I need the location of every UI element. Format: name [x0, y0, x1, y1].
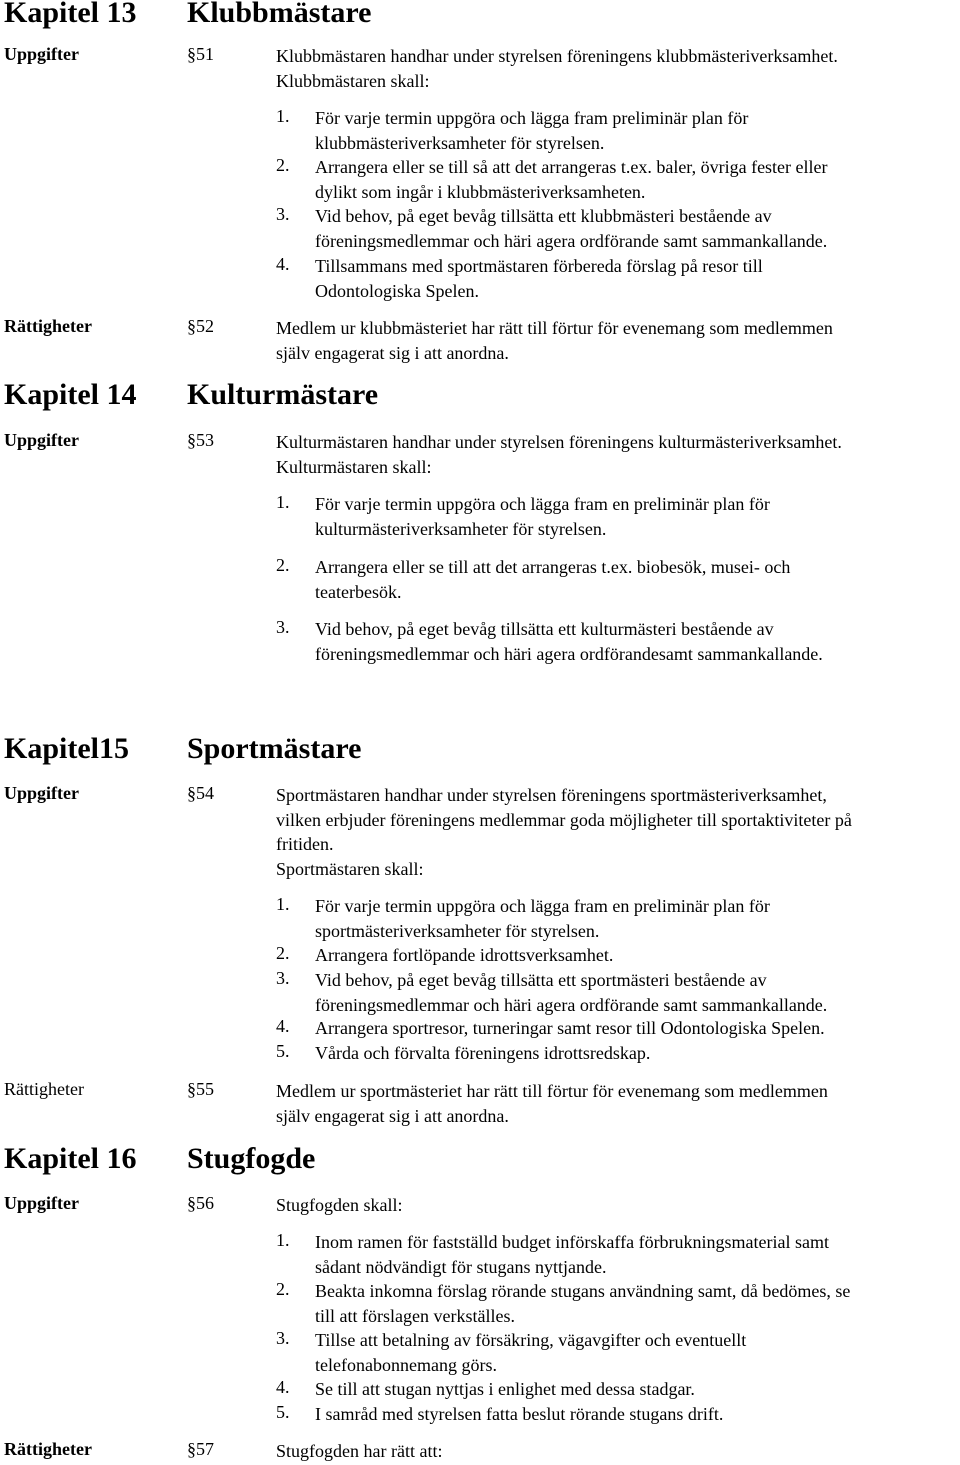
section-label: Uppgifter: [4, 430, 79, 450]
list-item: För varje termin uppgöra och lägga fram en preliminär plan för kulturmästeriverksamheter för styrelsen.: [315, 494, 770, 539]
list-item: Arrangera eller se till att det arrangeras t.ex. biobesök, musei- och teaterbesök.: [315, 557, 791, 602]
section-label: Uppgifter: [4, 783, 79, 803]
paragraph-number: §56: [187, 1193, 214, 1213]
list-item: Tillse att betalning av försäkring, vägavgifter och eventuellt telefonabonnemang görs.: [315, 1330, 747, 1375]
item-number: 1.: [276, 492, 290, 512]
chapter-title: Kulturmästare: [187, 378, 379, 411]
list-item: I samråd med styrelsen fatta beslut rörande stugans drift.: [315, 1404, 724, 1424]
section-text: Stugfogden har rätt att:: [276, 1441, 443, 1461]
item-number: 4.: [276, 254, 290, 274]
item-number: 2.: [276, 1279, 290, 1299]
paragraph-number: §55: [187, 1079, 214, 1099]
section-text: Medlem ur sportmästeriet har rätt till förtur för evenemang som medlemmen själv engagerat sig i att anordna.: [276, 1081, 828, 1126]
item-number: 3.: [276, 1328, 290, 1348]
paragraph-number: §51: [187, 44, 214, 64]
item-number: 1.: [276, 1230, 290, 1250]
list-item: Se till att stugan nyttjas i enlighet med dessa stadgar.: [315, 1379, 695, 1399]
item-number: 4.: [276, 1016, 290, 1036]
item-number: 3.: [276, 204, 290, 224]
item-number: 5.: [276, 1041, 290, 1061]
list-item: Tillsammans med sportmästaren förbereda förslag på resor till Odontologiska Spelen.: [315, 256, 763, 301]
list-item: Beakta inkomna förslag rörande stugans användning samt, då bedömes, se till att förslagen verkställes.: [315, 1281, 851, 1326]
section-intro: Klubbmästaren handhar under styrelsen föreningens klubbmästeriverksamhet. Klubbmästaren skall:: [276, 46, 838, 91]
chapter-title: Sportmästare: [187, 732, 362, 765]
chapter-title: Klubbmästare: [187, 0, 372, 29]
section-label: Rättigheter: [4, 316, 92, 336]
list-item: Arrangera sportresor, turneringar samt resor till Odontologiska Spelen.: [315, 1018, 825, 1038]
section-intro: Kulturmästaren handhar under styrelsen föreningens kulturmästeriverksamhet. Kulturmästaren skall:: [276, 432, 842, 477]
item-number: 2.: [276, 943, 290, 963]
list-item: Vid behov, på eget bevåg tillsätta ett kulturmästeri bestående av föreningsmedlemmar och häri agera ordförandesamt sammankallande.: [315, 619, 823, 664]
list-item: Arrangera eller se till så att det arrangeras t.ex. baler, övriga fester eller dylikt som ingår i klubbmästeriverksamheten.: [315, 157, 828, 202]
chapter-label: Kapitel 13: [4, 0, 137, 29]
paragraph-number: §53: [187, 430, 214, 450]
item-number: 3.: [276, 617, 290, 637]
item-number: 2.: [276, 155, 290, 175]
list-item: Vid behov, på eget bevåg tillsätta ett klubbmästeri bestående av föreningsmedlemmar och häri agera ordförande samt sammankallande.: [315, 206, 828, 251]
item-number: 5.: [276, 1402, 290, 1422]
item-number: 1.: [276, 106, 290, 126]
item-number: 4.: [276, 1377, 290, 1397]
section-label: Rättigheter: [4, 1439, 92, 1459]
chapter-label: Kapitel15: [4, 732, 129, 765]
list-item: Arrangera fortlöpande idrottsverksamhet.: [315, 945, 614, 965]
list-item: Vårda och förvalta föreningens idrottsredskap.: [315, 1043, 651, 1063]
section-text: Medlem ur klubbmästeriet har rätt till förtur för evenemang som medlemmen själv engagerat sig i att anordna.: [276, 318, 833, 363]
paragraph-number: §54: [187, 783, 214, 803]
item-number: 3.: [276, 968, 290, 988]
section-label: Uppgifter: [4, 1193, 79, 1213]
section-intro: Stugfogden skall:: [276, 1195, 403, 1215]
list-item: Inom ramen för fastställd budget införskaffa förbrukningsmaterial samt sådant nödvändigt för stugans nyttjande.: [315, 1232, 830, 1277]
chapter-label: Kapitel 14: [4, 378, 137, 411]
list-item: För varje termin uppgöra och lägga fram preliminär plan för klubbmästeriverksamheter för styrelsen.: [315, 108, 749, 153]
section-intro: Sportmästaren handhar under styrelsen föreningens sportmästeriverksamhet, vilken erbjuder föreningens medlemmar goda möjligheter till sportaktiviteter på fritiden. Sportmästaren skall:: [276, 785, 852, 879]
paragraph-number: §57: [187, 1439, 214, 1459]
item-number: 1.: [276, 894, 290, 914]
section-label: Rättigheter: [4, 1079, 84, 1099]
section-label: Uppgifter: [4, 44, 79, 64]
paragraph-number: §52: [187, 316, 214, 336]
list-item: Vid behov, på eget bevåg tillsätta ett sportmästeri bestående av föreningsmedlemmar och häri agera ordförande samt sammankallande.: [315, 970, 828, 1015]
list-item: För varje termin uppgöra och lägga fram en preliminär plan för sportmästeriverksamheter för styrelsen.: [315, 896, 770, 941]
chapter-title: Stugfogde: [187, 1142, 316, 1175]
item-number: 2.: [276, 555, 290, 575]
chapter-label: Kapitel 16: [4, 1142, 137, 1175]
